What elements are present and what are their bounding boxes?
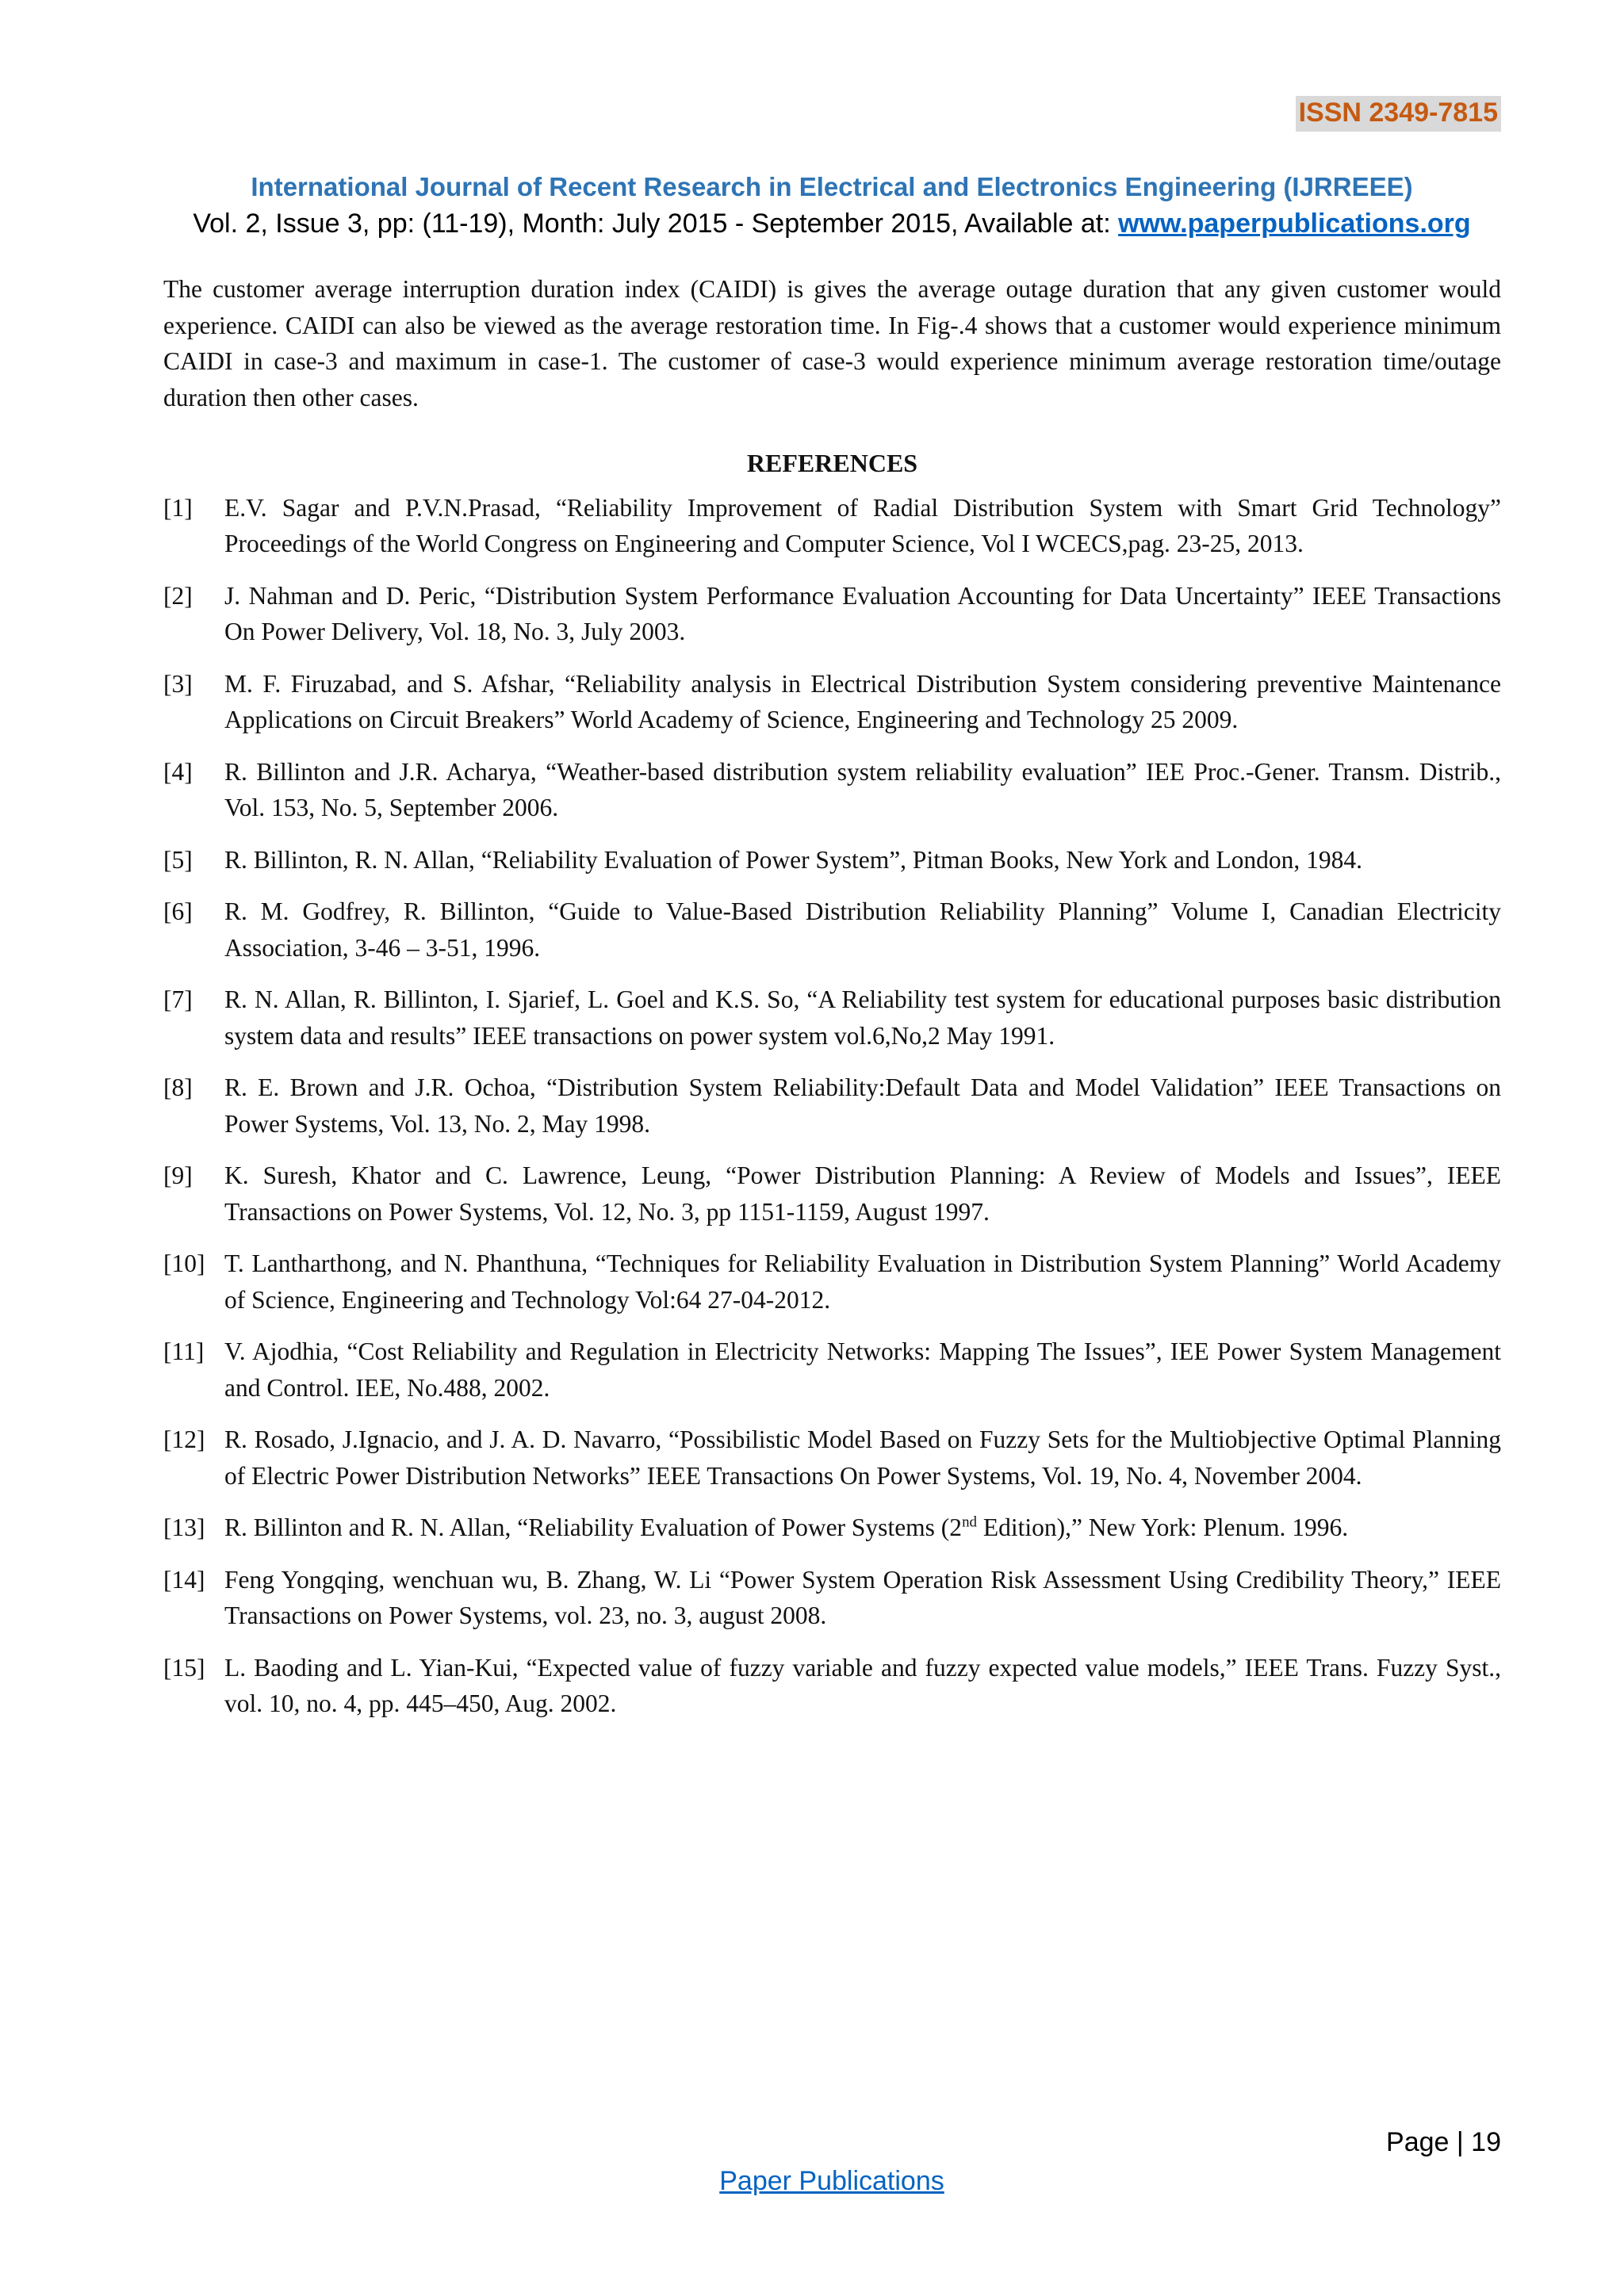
reference-text: J. Nahman and D. Peric, “Distribution System Performance Evaluation Accounting for Data Uncertainty” IEEE Transactions On Power Delivery, Vol. 18, No. 3, July 2003.	[224, 581, 1501, 645]
reference-text: M. F. Firuzabad, and S. Afshar, “Reliability analysis in Electrical Distribution System considering preventive Maintenance Applications on Circuit Breakers” World Academy of Science, Engineering and Technology 25 2009.	[224, 669, 1501, 733]
journal-title: International Journal of Recent Research in Electrical and Electronics Engineering (IJRREEE)	[251, 172, 1413, 201]
reference-item	[163, 1246, 1501, 1318]
reference-number: [8]	[163, 1073, 193, 1101]
reference-number: [13]	[163, 1513, 205, 1541]
reference-item	[163, 842, 1501, 878]
reference-text: R. E. Brown and J.R. Ochoa, “Distribution System Reliability:Default Data and Model Validation” IEEE Transactions on Power Systems, Vol. 13, No. 2, May 1998.	[224, 1073, 1501, 1138]
reference-item	[163, 1562, 1501, 1634]
reference-text-part: R. Billinton and R. N. Allan, “Reliability Evaluation of Power Systems (2	[224, 1513, 963, 1541]
reference-number: [10]	[163, 1249, 205, 1277]
reference-number: [14]	[163, 1565, 205, 1594]
reference-number: [12]	[163, 1425, 205, 1453]
journal-url-link[interactable]: www.paperpublications.org	[1118, 209, 1471, 239]
reference-text: R. M. Godfrey, R. Billinton, “Guide to Value-Based Distribution Reliability Planning” Volume I, Canadian Electricity Association, 3-46 – 3-51, 1996.	[224, 897, 1501, 962]
reference-text: K. Suresh, Khator and C. Lawrence, Leung, “Power Distribution Planning: A Review of Models and Issues”, IEEE Transactions on Power Systems, Vol. 12, No. 3, pp 1151-1159, August 1997.	[224, 1161, 1501, 1226]
reference-text: R. Billinton and J.R. Acharya, “Weather-based distribution system reliability evaluation” IEE Proc.-Gener. Transm. Distrib., Vol. 153, No. 5, September 2006.	[224, 757, 1501, 821]
references-list	[163, 490, 1501, 1722]
main-content	[163, 271, 1501, 1738]
reference-text: T. Lantharthong, and N. Phanthuna, “Techniques for Reliability Evaluation in Distribution System Planning” World Academy of Science, Engineering and Technology Vol:64 27-04-2012.	[224, 1249, 1501, 1314]
reference-item	[163, 666, 1501, 738]
reference-item	[163, 754, 1501, 826]
reference-number: [15]	[163, 1653, 205, 1682]
issn-badge: ISSN 2349-7815	[1296, 96, 1501, 132]
reference-number: [11]	[163, 1337, 205, 1365]
references-heading: REFERENCES	[746, 449, 918, 477]
reference-number: [5]	[163, 845, 193, 874]
reference-number: [1]	[163, 493, 193, 522]
reference-text: Feng Yongqing, wenchuan wu, B. Zhang, W. Li “Power System Operation Risk Assessment Using Credibility Theory,” IEEE Transactions on Power Systems, vol. 23, no. 3, august 2008.	[224, 1565, 1501, 1629]
reference-number: [6]	[163, 897, 193, 925]
reference-text: R. N. Allan, R. Billinton, I. Sjarief, L. Goel and K.S. So, “A Reliability test system for educational purposes basic distribution system data and results” IEEE transactions on power system vol.6,No,2 May 1991.	[224, 985, 1501, 1050]
page-number: Page | 19	[1386, 2127, 1501, 2157]
reference-number: [7]	[163, 985, 193, 1013]
publisher-link[interactable]: Paper Publications	[719, 2166, 944, 2196]
reference-text	[224, 1510, 1501, 1546]
reference-number: [2]	[163, 581, 193, 610]
reference-number: [3]	[163, 669, 193, 698]
reference-item	[163, 982, 1501, 1054]
journal-info-text: Vol. 2, Issue 3, pp: (11-19), Month: July 2015 - September 2015, Available at:	[193, 209, 1119, 239]
body-paragraph: The customer average interruption duration index (CAIDI) is gives the average outage duration that any given customer would experience. CAIDI can also be viewed as the average restoration time. In Fig-.4 shows that a customer would experience minimum CAIDI in case-3 and maximum in case-1. The customer of case-3 would experience minimum average restoration time/outage duration then other cases.	[163, 275, 1501, 411]
reference-item	[163, 894, 1501, 966]
reference-text: E.V. Sagar and P.V.N.Prasad, “Reliability Improvement of Radial Distribution System with Smart Grid Technology” Proceedings of the World Congress on Engineering and Computer Science, Vol I WCECS,pag. 23-25, 2013.	[224, 493, 1501, 557]
reference-item	[163, 578, 1501, 650]
reference-number: [4]	[163, 757, 193, 786]
reference-text: V. Ajodhia, “Cost Reliability and Regulation in Electricity Networks: Mapping The Issues”, IEE Power System Management and Control. IEE, No.488, 2002.	[224, 1337, 1501, 1402]
reference-text: R. Billinton, R. N. Allan, “Reliability Evaluation of Power System”, Pitman Books, New York and London, 1984.	[224, 845, 1362, 874]
reference-text-part: Edition),” New York: Plenum. 1996.	[976, 1513, 1349, 1541]
reference-number: [9]	[163, 1161, 193, 1189]
reference-item	[163, 490, 1501, 562]
reference-item	[163, 1650, 1501, 1722]
ordinal-superscript: nd	[962, 1513, 977, 1531]
reference-item	[163, 1070, 1501, 1142]
journal-info	[0, 208, 1624, 240]
reference-text: L. Baoding and L. Yian-Kui, “Expected value of fuzzy variable and fuzzy expected value models,” IEEE Trans. Fuzzy Syst., vol. 10, no. 4, pp. 445–450, Aug. 2002.	[224, 1653, 1501, 1717]
reference-text: R. Rosado, J.Ignacio, and J. A. D. Navarro, “Possibilistic Model Based on Fuzzy Sets for the Multiobjective Optimal Planning of Electric Power Distribution Networks” IEEE Transactions On Power Systems, Vol. 19, No. 4, November 2004.	[224, 1425, 1501, 1490]
reference-item	[163, 1158, 1501, 1230]
reference-item	[163, 1334, 1501, 1406]
reference-item	[163, 1422, 1501, 1494]
reference-item	[163, 1510, 1501, 1546]
